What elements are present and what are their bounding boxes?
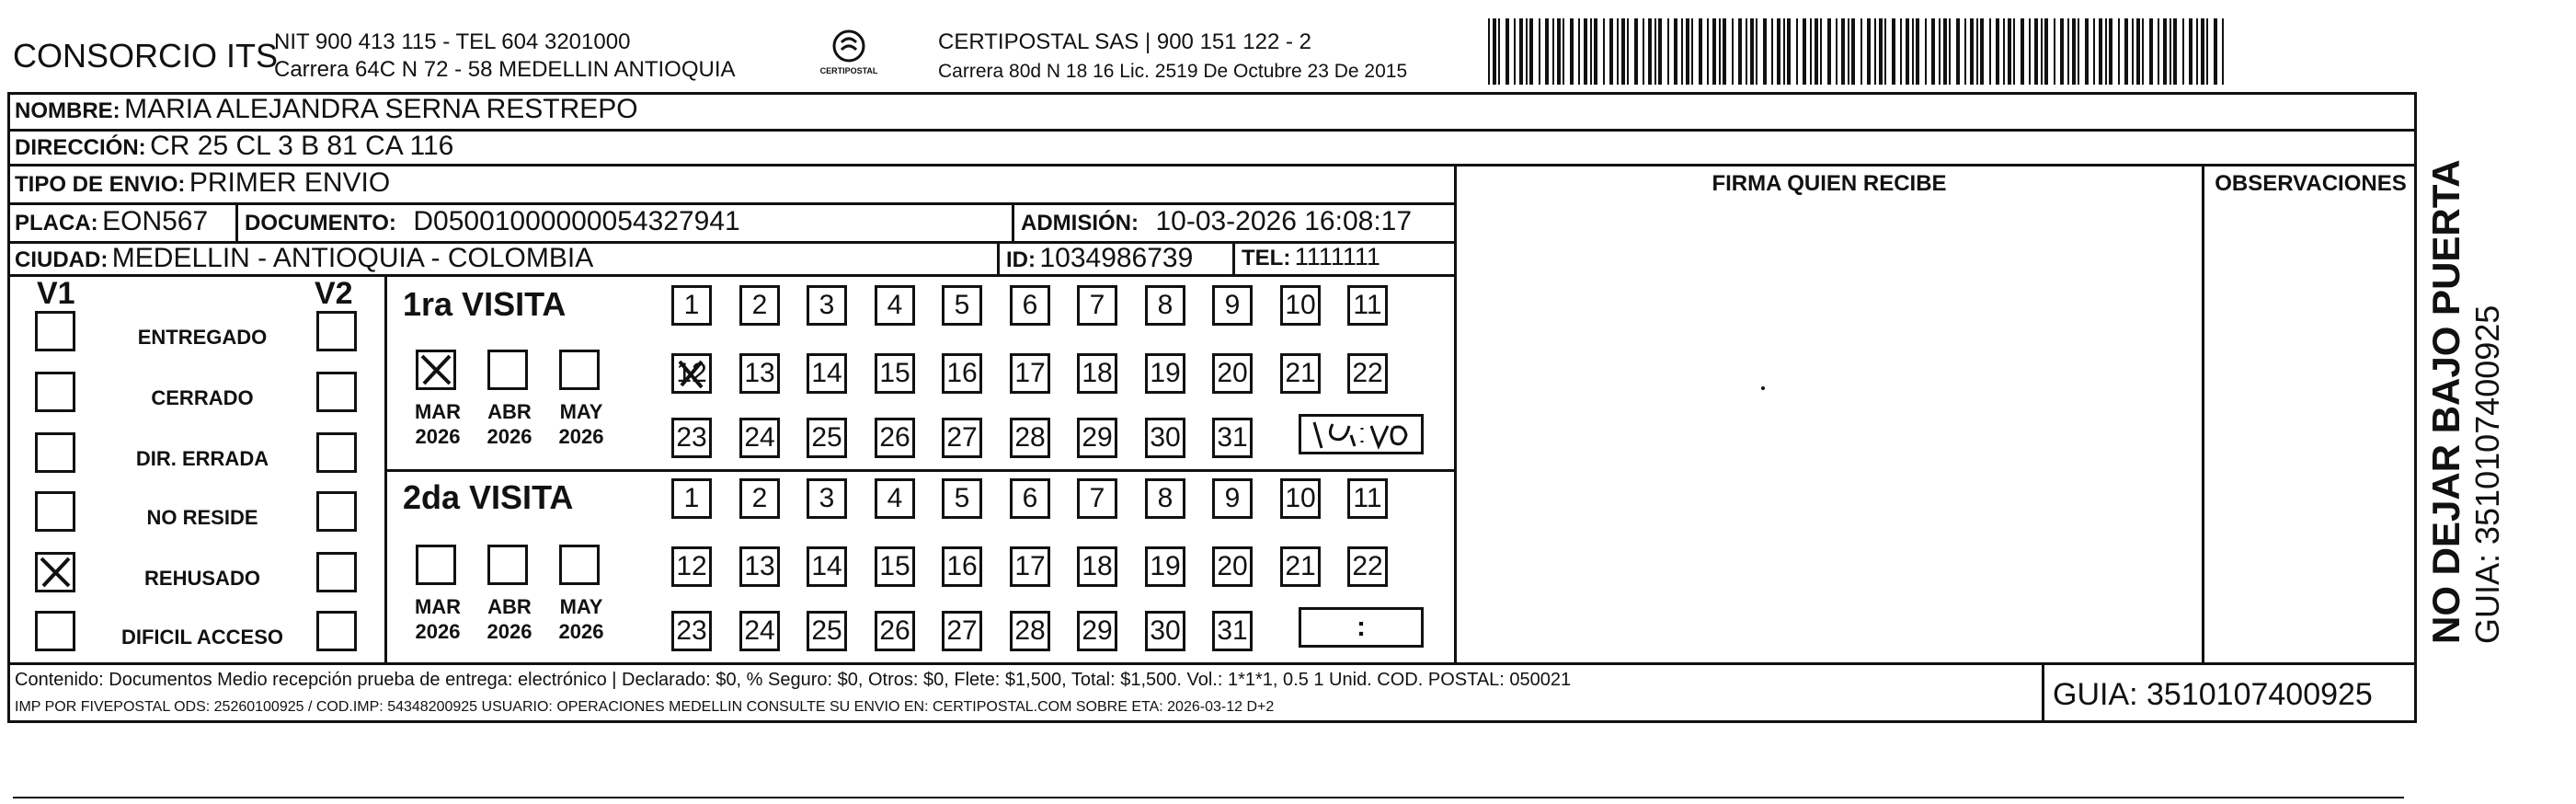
visit1-time-box[interactable] xyxy=(1299,414,1424,454)
v1-checkbox[interactable] xyxy=(35,372,75,412)
day-box[interactable] xyxy=(671,478,712,519)
day-number: 22 xyxy=(1352,358,1383,388)
observaciones-header: OBSERVACIONES xyxy=(2215,171,2407,196)
month-checkbox[interactable] xyxy=(487,545,528,585)
firma-header: FIRMA QUIEN RECIBE xyxy=(1712,171,1947,196)
v1-checkbox[interactable] xyxy=(35,432,75,473)
day-box[interactable] xyxy=(739,546,780,587)
day-box[interactable] xyxy=(1010,353,1050,394)
day-box[interactable] xyxy=(671,546,712,587)
day-box[interactable] xyxy=(875,611,915,651)
day-number: 15 xyxy=(879,358,910,388)
day-number: 26 xyxy=(879,615,910,646)
day-box[interactable] xyxy=(1347,285,1388,326)
certipostal-logo-icon xyxy=(817,26,881,81)
day-box[interactable] xyxy=(1347,546,1388,587)
day-number: 27 xyxy=(946,615,978,646)
company-name: CONSORCIO ITS xyxy=(13,37,279,75)
day-number: 22 xyxy=(1352,551,1383,581)
day-number: 6 xyxy=(1022,290,1038,320)
v1-checkbox[interactable] xyxy=(35,491,75,532)
day-box[interactable] xyxy=(1077,546,1117,587)
day-number: 1 xyxy=(683,290,700,320)
month-label: MAY xyxy=(559,400,603,423)
v2-checkbox[interactable] xyxy=(316,552,357,592)
day-number: 19 xyxy=(1150,358,1181,388)
documento-value: D05001000000054327941 xyxy=(413,206,740,236)
ciudad-value: MEDELLIN - ANTIOQUIA - COLOMBIA xyxy=(111,243,594,273)
day-number: 1 xyxy=(683,483,700,513)
day-number: 7 xyxy=(1089,483,1105,513)
footer-print-info: IMP POR FIVEPOSTAL ODS: 25260100925 / COD.IMP: 54348200925 USUARIO: OPERACIONES MEDELLIN CONSULTE SU ENVIO EN: CERTIPOSTAL.COM SOBRE ETA: 2026-03-12 D+2 xyxy=(15,699,1275,715)
v2-header: V2 xyxy=(315,276,353,311)
day-box[interactable] xyxy=(1212,478,1253,519)
day-number: 23 xyxy=(676,422,707,453)
day-number: 25 xyxy=(811,422,842,453)
day-number: 29 xyxy=(1082,422,1113,453)
day-box[interactable] xyxy=(942,611,982,651)
v1-checkbox[interactable] xyxy=(35,552,75,592)
day-number: 3 xyxy=(819,290,835,320)
carrier-name-line: CERTIPOSTAL SAS | 900 151 122 - 2 xyxy=(938,29,1311,54)
month-checkbox[interactable] xyxy=(416,545,456,585)
month-year: 2026 xyxy=(487,425,532,448)
day-box[interactable] xyxy=(739,611,780,651)
day-number: 4 xyxy=(887,290,903,320)
day-box[interactable] xyxy=(807,285,847,326)
day-number: 4 xyxy=(887,483,903,513)
month-label: MAR xyxy=(414,595,462,618)
carrier-address-line: Carrera 80d N 18 16 Lic. 2519 De Octubre 23 De 2015 xyxy=(938,61,1408,82)
day-number: 28 xyxy=(1014,615,1046,646)
day-box[interactable] xyxy=(1212,546,1253,587)
day-box[interactable] xyxy=(807,418,847,458)
day-number: 16 xyxy=(946,551,978,581)
day-number: 7 xyxy=(1089,290,1105,320)
day-box[interactable] xyxy=(1347,353,1388,394)
month-checkbox[interactable] xyxy=(559,545,600,585)
v2-checkbox[interactable] xyxy=(316,311,357,351)
direccion-row xyxy=(15,131,453,162)
id-label: ID: xyxy=(1006,247,1036,272)
v2-checkbox[interactable] xyxy=(316,491,357,532)
day-box[interactable] xyxy=(1010,546,1050,587)
tel-label: TEL: xyxy=(1242,246,1291,270)
documento-cell xyxy=(245,206,740,237)
logo-text: CERTIPOSTAL xyxy=(819,66,878,75)
placa-value: EON567 xyxy=(102,206,209,236)
day-box[interactable] xyxy=(942,418,982,458)
signature-mark xyxy=(1761,386,1765,390)
v1-checkbox[interactable] xyxy=(35,311,75,351)
placa-label: PLACA: xyxy=(15,211,98,235)
day-box[interactable] xyxy=(1212,611,1253,651)
footer-contents: Contenido: Documentos Medio recepción prueba de entrega: electrónico | Declarado: $0, % Seguro: $0, Otros: $0, Flete: $1,500, Total: $1,500. Vol.: 1*1*1, 0.5 1 Unid. COD. POSTAL: 050021 xyxy=(15,670,1572,690)
day-box[interactable] xyxy=(1280,285,1321,326)
day-box[interactable] xyxy=(1212,353,1253,394)
tipo-envio-row xyxy=(15,167,390,199)
direccion-value: CR 25 CL 3 B 81 CA 116 xyxy=(150,131,454,161)
day-number: 18 xyxy=(1082,551,1113,581)
day-box[interactable] xyxy=(807,611,847,651)
day-number: 26 xyxy=(879,422,910,453)
day-box[interactable] xyxy=(671,353,712,394)
day-box[interactable] xyxy=(875,418,915,458)
day-box[interactable] xyxy=(875,546,915,587)
day-box[interactable] xyxy=(1077,285,1117,326)
day-box[interactable] xyxy=(1145,478,1185,519)
day-box[interactable] xyxy=(875,353,915,394)
company-nit-line: NIT 900 413 115 - TEL 604 3201000 xyxy=(274,29,631,54)
day-number: 14 xyxy=(811,358,842,388)
v2-checkbox[interactable] xyxy=(316,432,357,473)
day-number: 8 xyxy=(1157,290,1174,320)
day-number: 8 xyxy=(1157,483,1174,513)
nombre-value: MARIA ALEJANDRA SERNA RESTREPO xyxy=(124,94,638,124)
day-number: 2 xyxy=(751,483,768,513)
month-label: MAR xyxy=(414,400,462,423)
day-box[interactable] xyxy=(807,478,847,519)
status-option-label: DIR. ERRADA xyxy=(135,447,269,470)
day-number: 29 xyxy=(1082,615,1113,646)
day-box[interactable] xyxy=(1212,285,1253,326)
id-cell xyxy=(1006,243,1193,274)
no-dejar-bajo-puerta: NO DEJAR BAJO PUERTA xyxy=(2424,159,2467,644)
day-number: 9 xyxy=(1224,290,1241,320)
tipo-envio-value: PRIMER ENVIO xyxy=(189,167,391,198)
status-option-label: NO RESIDE xyxy=(146,506,258,529)
month-year: 2026 xyxy=(558,620,604,643)
day-box[interactable] xyxy=(1347,478,1388,519)
v2-checkbox[interactable] xyxy=(316,372,357,412)
day-box[interactable] xyxy=(1010,285,1050,326)
side-text xyxy=(2424,129,2507,644)
month-checkbox[interactable] xyxy=(416,350,456,390)
day-box[interactable] xyxy=(671,611,712,651)
day-number: 14 xyxy=(811,551,842,581)
day-number: 20 xyxy=(1217,358,1248,388)
tipo-envio-label: TIPO DE ENVIO: xyxy=(15,172,186,197)
day-number: 13 xyxy=(744,358,775,388)
day-number: 12 xyxy=(676,551,707,581)
company-address-line: Carrera 64C N 72 - 58 MEDELLIN ANTIOQUIA xyxy=(274,57,736,82)
day-box[interactable] xyxy=(1280,478,1321,519)
day-box[interactable] xyxy=(1010,611,1050,651)
day-number: 6 xyxy=(1022,483,1038,513)
v1-checkbox[interactable] xyxy=(35,611,75,651)
day-number: 10 xyxy=(1285,290,1316,320)
ciudad-cell xyxy=(15,243,593,274)
day-number: 15 xyxy=(879,551,910,581)
day-box[interactable] xyxy=(739,353,780,394)
day-number: 28 xyxy=(1014,422,1046,453)
day-number: 5 xyxy=(954,290,970,320)
month-label: MAY xyxy=(559,595,603,618)
day-number: 17 xyxy=(1014,551,1046,581)
visit1-time-text xyxy=(1301,417,1421,454)
day-box[interactable] xyxy=(1145,285,1185,326)
day-box[interactable] xyxy=(942,546,982,587)
day-number: 11 xyxy=(1353,483,1382,513)
visit2-time-box[interactable] xyxy=(1299,607,1424,648)
day-box[interactable] xyxy=(1145,611,1185,651)
side-guia: GUIA: 3510107400925 xyxy=(2468,304,2506,644)
day-number: 12 xyxy=(676,358,707,388)
ciudad-label: CIUDAD: xyxy=(15,247,109,272)
day-number: 25 xyxy=(811,615,842,646)
admision-label: ADMISIÓN: xyxy=(1021,211,1139,235)
tel-cell xyxy=(1242,243,1380,271)
day-box[interactable] xyxy=(739,478,780,519)
day-box[interactable] xyxy=(875,478,915,519)
day-number: 2 xyxy=(751,290,768,320)
day-box[interactable] xyxy=(807,546,847,587)
day-number: 13 xyxy=(744,551,775,581)
nombre-row xyxy=(15,94,638,125)
month-year: 2026 xyxy=(487,620,532,643)
day-box[interactable] xyxy=(1145,353,1185,394)
status-option-label: DIFICIL ACCESO xyxy=(120,626,283,649)
day-box[interactable] xyxy=(875,285,915,326)
day-box[interactable] xyxy=(1077,478,1117,519)
placa-cell xyxy=(15,206,208,237)
day-box[interactable] xyxy=(671,285,712,326)
day-number: 5 xyxy=(954,483,970,513)
day-box[interactable] xyxy=(1010,418,1050,458)
day-box[interactable] xyxy=(1280,353,1321,394)
footer-guia: GUIA: 3510107400925 xyxy=(2053,677,2373,712)
day-number: 9 xyxy=(1224,483,1241,513)
day-box[interactable] xyxy=(1212,418,1253,458)
barcode-icon xyxy=(1488,18,2229,85)
visit1-title: 1ra VISITA xyxy=(403,285,567,323)
status-option-label: CERRADO xyxy=(151,386,254,409)
day-number: 18 xyxy=(1082,358,1113,388)
day-number: 31 xyxy=(1217,615,1248,646)
day-number: 27 xyxy=(946,422,978,453)
day-box[interactable] xyxy=(739,285,780,326)
day-box[interactable] xyxy=(739,418,780,458)
day-number: 24 xyxy=(744,615,775,646)
day-box[interactable] xyxy=(942,285,982,326)
day-number: 16 xyxy=(946,358,978,388)
day-box[interactable] xyxy=(1145,418,1185,458)
day-box[interactable] xyxy=(942,478,982,519)
day-number: 10 xyxy=(1285,483,1316,513)
v2-checkbox[interactable] xyxy=(316,611,357,651)
documento-label: DOCUMENTO: xyxy=(245,211,396,235)
admision-value: 10-03-2026 16:08:17 xyxy=(1155,206,1413,236)
day-number: 17 xyxy=(1014,358,1046,388)
day-number: 31 xyxy=(1217,422,1248,453)
status-option-label: ENTREGADO xyxy=(137,326,268,349)
month-year: 2026 xyxy=(558,425,604,448)
visit2-title: 2da VISITA xyxy=(403,478,574,516)
v1-header: V1 xyxy=(37,276,75,311)
day-number: 21 xyxy=(1285,551,1316,581)
day-box[interactable] xyxy=(1010,478,1050,519)
cut-line xyxy=(13,797,2404,798)
day-box[interactable] xyxy=(942,353,982,394)
day-box[interactable] xyxy=(1077,353,1117,394)
admision-cell xyxy=(1021,206,1412,237)
day-box[interactable] xyxy=(1077,418,1117,458)
day-number: 20 xyxy=(1217,551,1248,581)
status-option-label: REHUSADO xyxy=(144,567,260,590)
month-checkbox[interactable] xyxy=(487,350,528,390)
day-number: 11 xyxy=(1353,290,1382,320)
direccion-label: DIRECCIÓN: xyxy=(15,135,146,160)
nombre-label: NOMBRE: xyxy=(15,98,120,123)
month-year: 2026 xyxy=(415,620,461,643)
month-checkbox[interactable] xyxy=(559,350,600,390)
day-box[interactable] xyxy=(807,353,847,394)
day-number: 30 xyxy=(1150,422,1181,453)
day-box[interactable] xyxy=(1077,611,1117,651)
visit2-time-placeholder: : xyxy=(1357,612,1366,642)
month-label: ABR xyxy=(487,595,532,618)
day-box[interactable] xyxy=(1145,546,1185,587)
day-number: 23 xyxy=(676,615,707,646)
day-number: 30 xyxy=(1150,615,1181,646)
id-value: 1034986739 xyxy=(1039,243,1194,273)
day-box[interactable] xyxy=(1280,546,1321,587)
day-number: 24 xyxy=(744,422,775,453)
day-box[interactable] xyxy=(671,418,712,458)
month-label: ABR xyxy=(487,400,532,423)
day-number: 21 xyxy=(1285,358,1316,388)
month-year: 2026 xyxy=(415,425,461,448)
tel-value: 1111111 xyxy=(1294,243,1380,270)
day-number: 3 xyxy=(819,483,835,513)
day-number: 19 xyxy=(1150,551,1181,581)
